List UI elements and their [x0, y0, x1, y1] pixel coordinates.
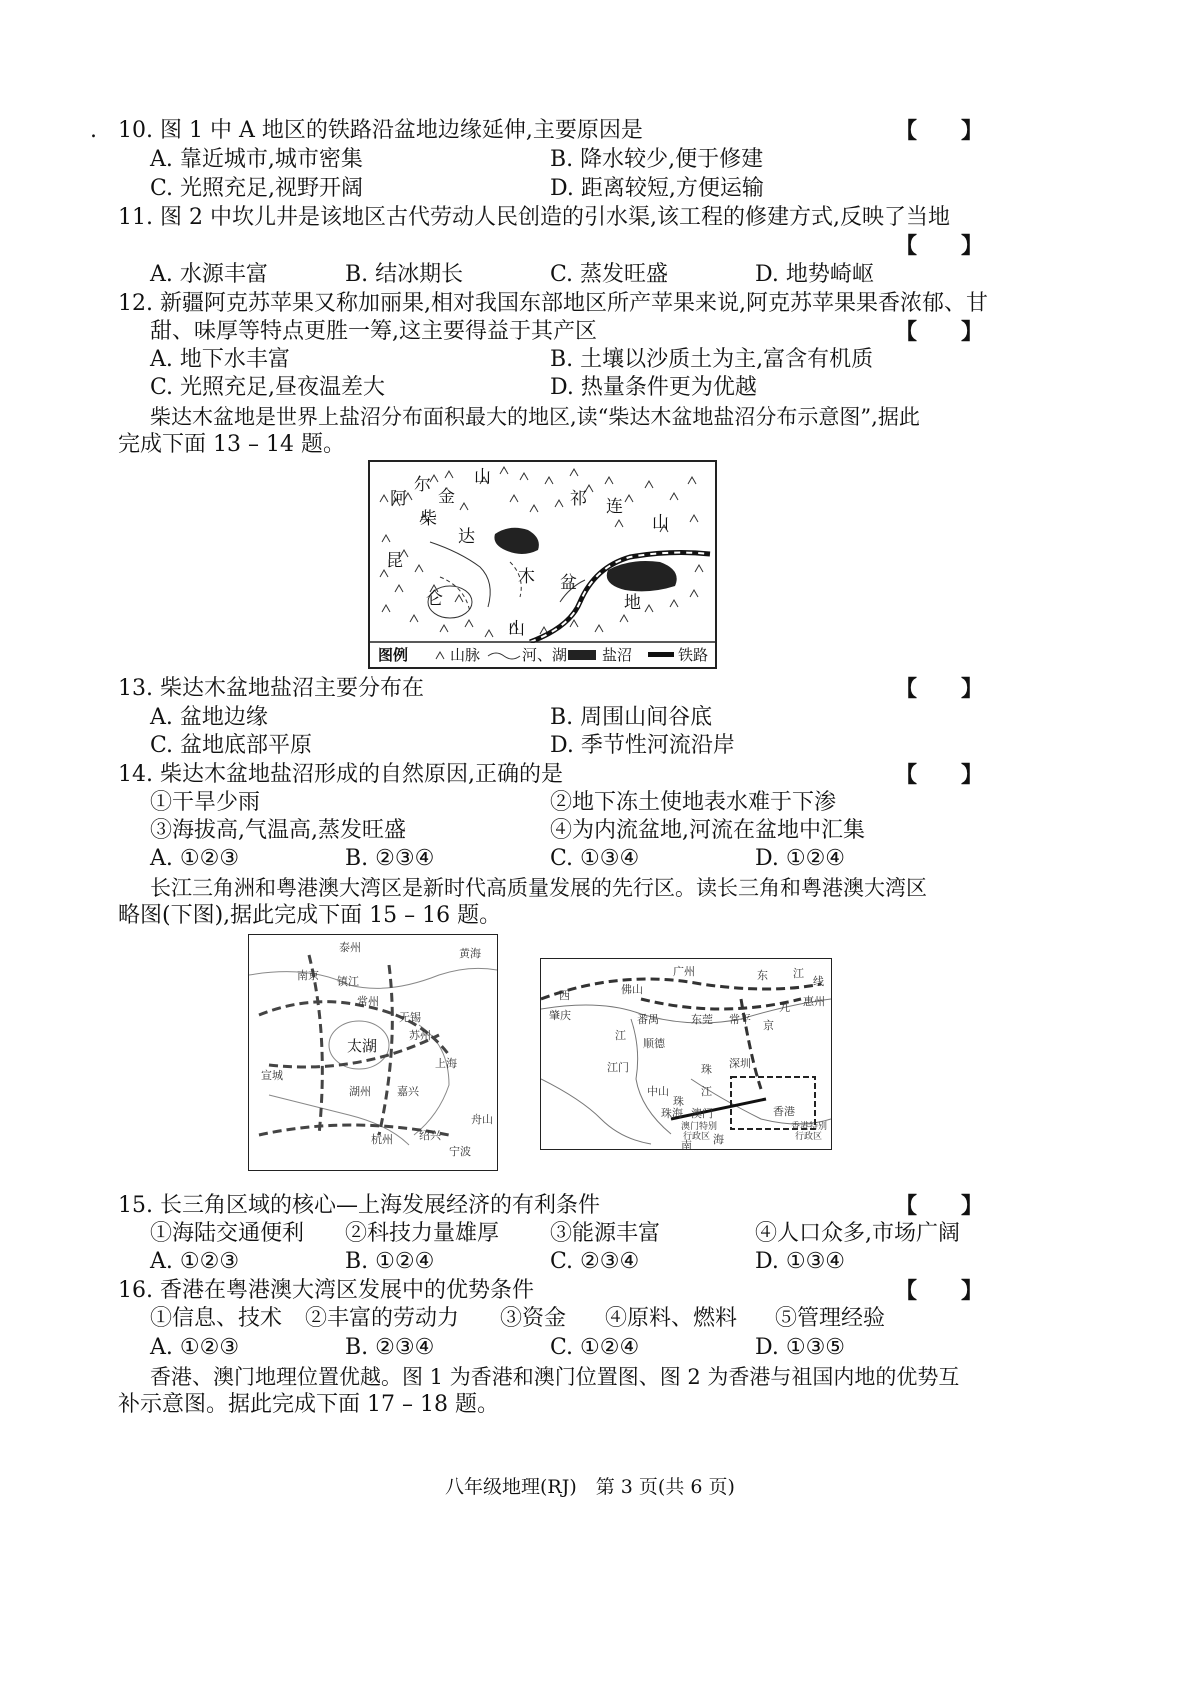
- q13-option-b[interactable]: B. 周围山间谷底: [550, 705, 713, 730]
- intro13-line1: 柴达木盆地是世界上盐沼分布面积最大的地区,读“柴达木盆地盐沼分布示意图”,据此: [150, 405, 920, 429]
- map3-label: 东: [757, 969, 768, 982]
- map3-label: 惠州: [803, 995, 825, 1008]
- map3-label: 海: [713, 1133, 724, 1146]
- q16-stem: 16. 香港在粤港澳大湾区发展中的优势条件: [118, 1278, 534, 1303]
- map2-label: 无锡: [399, 1011, 421, 1024]
- q10-answer-bracket[interactable]: 【 】: [895, 118, 984, 144]
- salt-marsh-west: [494, 528, 538, 554]
- q16-option-b[interactable]: B. ②③④: [345, 1335, 435, 1360]
- q16-item-1: ①信息、技术: [150, 1306, 283, 1331]
- map3-label: 江: [793, 967, 804, 980]
- map3-label: 九: [779, 1001, 790, 1014]
- map3-label: 顺德: [643, 1037, 665, 1050]
- map2-label: 太湖: [347, 1037, 378, 1055]
- salt-marsh-east: [607, 561, 677, 591]
- railway-line: [379, 965, 392, 1135]
- map2-label: 杭州: [371, 1133, 393, 1146]
- railway-line: [641, 999, 801, 1009]
- map3-label: 深圳: [729, 1057, 751, 1070]
- q11-stem: 11. 图 2 中坎儿井是该地区古代劳动人民创造的引水渠,该工程的修建方式,反映了当地: [118, 205, 950, 230]
- q16-item-5: ⑤管理经验: [775, 1306, 886, 1331]
- map1-label: 阿: [390, 489, 407, 509]
- map1-label: 仑: [426, 589, 443, 609]
- q16-item-2: ②丰富的劳动力: [305, 1306, 460, 1331]
- map1-label: 山: [508, 619, 525, 639]
- map3-label: 西: [559, 989, 570, 1002]
- legend-salt-symbol: [568, 650, 596, 660]
- q13-option-d[interactable]: D. 季节性河流沿岸: [550, 733, 735, 758]
- q15-item-2: ②科技力量雄厚: [345, 1221, 500, 1246]
- map1-label: 达: [458, 527, 475, 547]
- map2-label: 舟山: [471, 1113, 493, 1126]
- map3-label: 江门: [607, 1061, 629, 1074]
- map2-label: 南京: [297, 969, 319, 982]
- q15-option-b[interactable]: B. ①②④: [345, 1249, 435, 1274]
- map2-label: 上海: [435, 1057, 457, 1070]
- q16-option-a[interactable]: A. ①②③: [150, 1335, 240, 1360]
- map3-label: 珠: [701, 1063, 712, 1076]
- map3-label: 肇庆: [549, 1009, 571, 1022]
- intro17-line1: 香港、澳门地理位置优越。图 1 为香港和澳门位置图、图 2 为香港与祖国内地的优势互: [150, 1365, 960, 1389]
- qaidam-basin-map: [368, 460, 717, 669]
- intro13-line2: 完成下面 13 – 14 题。: [118, 432, 345, 457]
- map1-label: 连: [606, 497, 623, 517]
- q12-option-c[interactable]: C. 光照充足,昼夜温差大: [150, 375, 386, 400]
- q15-item-1: ①海陆交通便利: [150, 1221, 305, 1246]
- map3-label: 香港: [773, 1105, 795, 1118]
- q11-option-d[interactable]: D. 地势崎岖: [755, 262, 874, 287]
- intro15-line1: 长江三角洲和粤港澳大湾区是新时代高质量发展的先行区。读长三角和粤港澳大湾区: [150, 876, 927, 900]
- map1-legend-title: 图例: [378, 646, 409, 664]
- map3-label: 珠海: [661, 1107, 683, 1120]
- q14-option-d[interactable]: D. ①②④: [755, 846, 846, 871]
- q15-item-4: ④人口众多,市场广阔: [755, 1221, 960, 1246]
- q10-stem: 10. 图 1 中 A 地区的铁路沿盆地边缘延伸,主要原因是: [118, 118, 643, 143]
- map3-label: 行政区: [795, 1132, 823, 1142]
- hzmb-bridge: [671, 1099, 766, 1119]
- greater-bay-area-map: [540, 958, 832, 1150]
- q16-item-4: ④原料、燃料: [605, 1306, 738, 1331]
- map1-label: 盆: [560, 573, 577, 593]
- map1-legend-rail: 铁路: [678, 646, 709, 664]
- yangtze-river: [249, 968, 497, 988]
- q14-answer-bracket[interactable]: 【 】: [895, 762, 984, 788]
- q12-answer-bracket[interactable]: 【 】: [895, 319, 984, 345]
- q10-option-b[interactable]: B. 降水较少,便于修建: [550, 147, 764, 172]
- q14-item-3: ③海拔高,气温高,蒸发旺盛: [150, 818, 406, 843]
- map3-label: 珠: [673, 1095, 684, 1108]
- map1-label: 尔: [414, 475, 431, 495]
- map3-label: 常平: [729, 1013, 751, 1026]
- q16-answer-bracket[interactable]: 【 】: [895, 1278, 984, 1304]
- q15-answer-bracket[interactable]: 【 】: [895, 1193, 984, 1219]
- seasonal-river-line: [440, 577, 470, 612]
- q14-option-b[interactable]: B. ②③④: [345, 846, 435, 871]
- map3-label: 澳门: [691, 1107, 713, 1120]
- map3-label: 东莞: [691, 1013, 713, 1026]
- q12-option-a[interactable]: A. 地下水丰富: [150, 347, 290, 372]
- map3-label: 中山: [647, 1085, 669, 1098]
- map1-label: 金: [438, 487, 455, 507]
- q12-stem-line2: 甜、味厚等特点更胜一筹,这主要得益于其产区: [150, 319, 597, 344]
- q15-option-a[interactable]: A. ①②③: [150, 1249, 240, 1274]
- q12-stem-line1: 12. 新疆阿克苏苹果又称加丽果,相对我国东部地区所产苹果来说,阿克苏苹果果香浓郁、甘: [118, 291, 988, 316]
- map2-label: 泰州: [339, 941, 361, 954]
- q16-item-3: ③资金: [500, 1306, 567, 1331]
- q12-option-d[interactable]: D. 热量条件更为优越: [550, 375, 757, 400]
- q10-option-d[interactable]: D. 距离较短,方便运输: [550, 176, 764, 201]
- q14-stem: 14. 柴达木盆地盐沼形成的自然原因,正确的是: [118, 762, 563, 787]
- map1-legend-river: 河、湖: [522, 646, 568, 664]
- map1-label: 山: [652, 513, 669, 533]
- railway-line: [541, 979, 821, 999]
- map2-label: 宁波: [449, 1145, 471, 1158]
- intro17-line2: 补示意图。据此完成下面 17 – 18 题。: [118, 1392, 499, 1417]
- map2-label: 嘉兴: [397, 1085, 419, 1098]
- q16-option-c[interactable]: C. ①②④: [550, 1335, 640, 1360]
- map2-label: 湖州: [349, 1085, 371, 1098]
- q14-item-2: ②地下冻土使地表水难于下渗: [550, 790, 837, 815]
- map1-label: 地: [624, 593, 641, 613]
- map3-label: 江: [615, 1029, 626, 1042]
- q11-option-b[interactable]: B. 结冰期长: [345, 262, 464, 287]
- map3-label: 广州: [673, 965, 695, 978]
- map1-label: 祁: [570, 489, 587, 509]
- map2-label: 绍兴: [419, 1129, 441, 1142]
- q15-option-d[interactable]: D. ①③④: [755, 1249, 846, 1274]
- q14-option-a[interactable]: A. ①②③: [150, 846, 240, 871]
- q14-option-c[interactable]: C. ①③④: [550, 846, 640, 871]
- coastline: [541, 1079, 651, 1144]
- map3-label: 行政区: [683, 1132, 711, 1142]
- map1-label: 木: [518, 567, 535, 587]
- map3-label: 香港特别: [791, 1122, 828, 1132]
- map3-label: 澳门特别: [681, 1122, 718, 1132]
- legend-rail-symbol: [648, 652, 674, 657]
- map2-label: 镇江: [337, 975, 359, 988]
- map2-label: 黄海: [459, 947, 481, 960]
- map3-label: 线: [813, 975, 824, 988]
- map2-label: 宣城: [261, 1069, 283, 1082]
- q13-option-a[interactable]: A. 盆地边缘: [150, 705, 268, 730]
- map1-legend-salt: 盐沼: [602, 646, 633, 664]
- intro15-line2: 略图(下图),据此完成下面 15 – 16 题。: [118, 903, 502, 928]
- map2-label: 苏州: [409, 1029, 431, 1042]
- map1-label: 柴: [420, 509, 437, 529]
- q13-answer-bracket[interactable]: 【 】: [895, 676, 984, 702]
- q15-option-c[interactable]: C. ②③④: [550, 1249, 640, 1274]
- bullet-mark: .: [90, 118, 97, 143]
- map2-label: 常州: [357, 995, 379, 1008]
- q10-option-c[interactable]: C. 光照充足,视野开阔: [150, 176, 364, 201]
- yangtze-delta-map: [248, 934, 498, 1171]
- map3-label: 江: [701, 1085, 712, 1098]
- map1-legend-mountain: 山脉: [450, 646, 481, 664]
- page-footer: 八年级地理(RJ) 第 3 页(共 6 页): [445, 1476, 735, 1498]
- map3-label: 京: [763, 1019, 774, 1032]
- q11-answer-bracket[interactable]: 【 】: [895, 233, 984, 259]
- map1-label: 山: [474, 467, 491, 487]
- q15-item-3: ③能源丰富: [550, 1221, 661, 1246]
- map1-label: 昆: [386, 551, 403, 571]
- map3-label: 南: [681, 1139, 692, 1150]
- q10-option-a[interactable]: A. 靠近城市,城市密集: [150, 147, 363, 172]
- map3-label: 佛山: [621, 983, 643, 996]
- q15-stem: 15. 长三角区域的核心—上海发展经济的有利条件: [118, 1193, 600, 1218]
- q14-item-1: ①干旱少雨: [150, 790, 261, 815]
- q14-item-4: ④为内流盆地,河流在盆地中汇集: [550, 818, 865, 843]
- q13-option-c[interactable]: C. 盆地底部平原: [150, 733, 313, 758]
- map3-label: 番禺: [637, 1013, 659, 1026]
- q11-option-c[interactable]: C. 蒸发旺盛: [550, 262, 669, 287]
- q11-option-a[interactable]: A. 水源丰富: [150, 262, 268, 287]
- q12-option-b[interactable]: B. 土壤以沙质土为主,富含有机质: [550, 347, 874, 372]
- q13-stem: 13. 柴达木盆地盐沼主要分布在: [118, 676, 424, 701]
- q16-option-d[interactable]: D. ①③⑤: [755, 1335, 846, 1360]
